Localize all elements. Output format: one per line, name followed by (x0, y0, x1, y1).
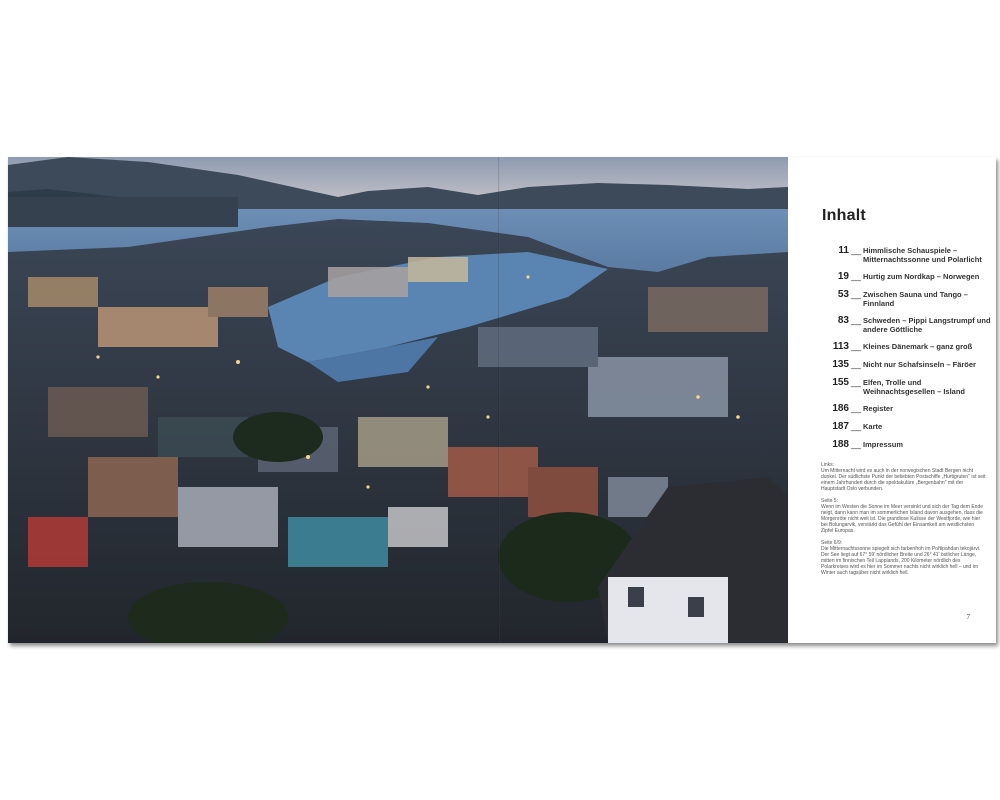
toc-page-number: 187 (832, 421, 849, 432)
toc-label: Schweden – Pippi Langstrumpf und andere Göttliche (863, 316, 991, 334)
toc-label: Register (863, 404, 894, 413)
toc-label: Elfen, Trolle und Weihnachtsgesellen – Island (863, 378, 965, 396)
toc-entry (821, 403, 991, 414)
toc-label: Himmlische Schauspiele – Mitternachtssonne und Polarlicht (863, 246, 982, 264)
toc-entry (821, 341, 991, 352)
toc-entry (821, 439, 991, 450)
toc-leader: __ (851, 421, 862, 431)
toc-entry (821, 377, 991, 396)
toc-label: Impressum (863, 440, 904, 449)
caption (821, 498, 986, 534)
toc-entry (821, 271, 991, 282)
caption (821, 540, 986, 576)
book-spread (8, 157, 996, 643)
caption-heading: Seite 6/9: (821, 540, 843, 546)
toc-entry (821, 359, 991, 370)
toc-leader: __ (851, 341, 862, 351)
toc-leader: __ (851, 377, 862, 387)
toc-page-number: 113 (832, 341, 849, 352)
page-number: 7 (966, 613, 970, 621)
caption-text: Wenn im Westen die Sonne im Meer versinkt und sich der Tag dem Ende neigt, dann kann man im sommerlichen Island davon ausgehen, dass die Morgenröte nicht weit ist. Die grandiose Kulisse der Westfjorde, wie hier bei Bolungarvik, verstärkt das Gefühl der Einsamkeit am westlichsten Zipfel Europas. (821, 504, 984, 534)
toc-page-number: 135 (832, 359, 849, 370)
toc-label: Nicht nur Schafsinseln – Färöer (863, 360, 976, 369)
toc-label: Zwischen Sauna und Tango – Finnland (863, 290, 968, 308)
toc-page-number: 83 (837, 315, 849, 326)
caption-text: Um Mitternacht wird es auch in der norwegischen Stadt Bergen nicht dunkel. Der südlichste Punkt der beliebten Postschiffe „Hurtigruten" ist seit einem Jahrhundert durch die spektakuläre „Bergenbahn" mit der Hauptstadt Oslo verbunden. (821, 468, 986, 492)
toc-page-number: 19 (837, 271, 849, 282)
city-harbor-image (8, 157, 788, 643)
toc-page-number: 155 (832, 377, 849, 388)
toc-page-number: 186 (832, 403, 849, 414)
toc-page-number: 188 (832, 439, 849, 450)
toc-leader: __ (851, 439, 862, 449)
book-gutter (498, 157, 500, 643)
toc-label: Kleines Dänemark – ganz groß (863, 342, 973, 351)
toc-leader: __ (851, 403, 862, 413)
toc-entry (821, 421, 991, 432)
toc-entry (821, 289, 991, 308)
bergen-night-photo (8, 157, 788, 643)
contents-title: Inhalt (822, 207, 866, 224)
table-of-contents (821, 245, 991, 457)
caption-text: Die Mitternachtssonne spiegelt sich farbenfroh im Pořtipahdan tekojärvi. Der See liegt auf 67° 59' nördlicher Breite und 26° 41' östlicher Länge, mitten im finnischen Teil Lapplands, 200 Kilometer nördlich des Polarkreises wird es hier im Sommer nachts nicht wirklich hell – und im Winter auch tagsüber nicht wirklich hell. (821, 546, 981, 576)
toc-leader: __ (851, 289, 862, 299)
caption-heading: Links: (821, 462, 835, 468)
toc-label: Karte (863, 422, 883, 431)
contents-page (788, 157, 996, 643)
toc-label: Hurtig zum Nordkap – Norwegen (863, 272, 980, 281)
toc-entry (821, 315, 991, 334)
toc-leader: __ (851, 245, 862, 255)
toc-leader: __ (851, 271, 862, 281)
caption (821, 462, 986, 492)
photo-captions (821, 462, 986, 582)
toc-leader: __ (851, 359, 862, 369)
toc-leader: __ (851, 315, 862, 325)
toc-entry (821, 245, 991, 264)
caption-heading: Seite 5: (821, 498, 838, 504)
toc-page-number: 53 (837, 289, 849, 300)
toc-page-number: 11 (838, 245, 849, 256)
